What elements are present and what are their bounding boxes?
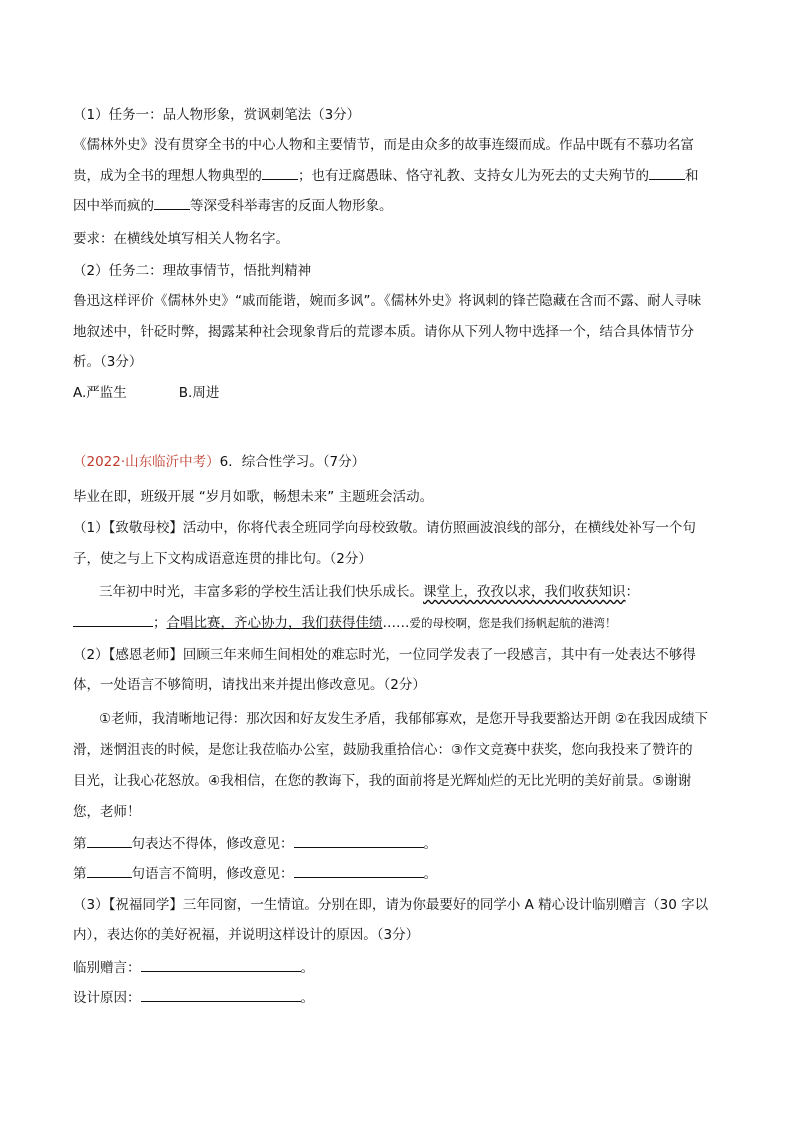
option-a: A.严监生 [73,385,127,401]
task1-title: （1）任务一：品人物形象，赏讽刺笔法（3分） [73,107,361,123]
task2-para-line3: 析。（3分） [73,354,143,370]
q3-message-line: 临别赠言： 。 [73,960,314,976]
task1-para-line3: 因中举而疯的 等深受科举毒害的反面人物形象。 [73,198,393,214]
answer-blank-sentence-number-b[interactable] [87,864,132,878]
q2-fill-line-b: 第 句语言不简明，修改意见： 。 [73,866,437,882]
q2-passage-line2: 滑，迷惘沮丧的时候，是您让我莅临办公室，鼓励我重拾信心：③作文竞赛中获奖，您向我投来了赞许的 [73,742,693,758]
question6-title: 6．综合性学习。（7分） [219,454,366,470]
answer-blank-revision-a[interactable] [294,834,424,848]
q2-line2: 体，一处语言不够简明，请找出来并提出修改意见。（2分） [73,677,426,693]
q2-passage-line4: 您，老师！ [73,804,141,820]
q3-line2: 内），表达你的美好祝福，并说明这样设计的原因。（3分） [73,927,420,943]
wavy-underlined-text: 课堂上，孜孜以求，我们收获知识 [423,584,626,600]
task2-para-line1: 鲁迅这样评价《儒林外史》“戚而能谐，婉而多讽”。《儒林外史》将讽刺的锋芒隐藏在含而不露、耐人寻味 [73,293,702,309]
answer-blank-design-reason[interactable] [141,988,301,1002]
q1-line2: 子，使之与上下文构成语意连贯的排比句。（2分） [73,551,372,567]
underlined-text: 合唱比赛，齐心协力，我们获得佳绩 [166,615,383,631]
task2-options [73,384,725,402]
question6-header [73,453,725,471]
answer-blank-revision-b[interactable] [294,864,424,878]
option-b: B.周进 [178,385,220,401]
task1-para-line1: 《儒林外史》没有贯穿全书的中心人物和主要情节，而是由众多的故事连缀而成。作品中既有不慕功名富 [73,137,694,153]
answer-blank-2[interactable] [649,166,685,180]
q1-passage-line1: 三年初中时光，丰富多彩的学校生活让我们快乐成长。课堂上，孜孜以求，我们收获知识： [99,584,639,600]
q3-line1: （3）【祝福同学】三年同窗，一生情谊。分别在即，请为你最要好的同学小 A 精心设计临别赠言（30 字以 [73,897,709,913]
question6-intro: 毕业在即，班级开展 “岁月如歌，畅想未来” 主题班会活动。 [73,489,434,505]
task2-title: （2）任务二：理故事情节，悟批判精神 [73,263,312,279]
task1-requirement: 要求：在横线处填写相关人物名字。 [73,231,289,247]
q1-passage-line2: ；合唱比赛，齐心协力，我们获得佳绩……爱的母校啊，您是我们扬帆起航的港湾！ [73,613,725,632]
q1-line1: （1）【致敬母校】活动中，你将代表全班同学向母校致敬。请仿照画波浪线的部分，在横线处补写一个句 [73,520,696,536]
q2-passage-line3: 目光，让我心花怒放。④我相信，在您的教诲下，我的面前将是光辉灿烂的无比光明的美好前景。⑤谢谢 [73,773,692,789]
q3-reason-line: 设计原因： 。 [73,990,314,1006]
q2-passage-line1: ①老师，我清晰地记得：那次因和好友发生矛盾，我郁郁寡欢，是您开导我要豁达开朗 ②在我因成绩下 [99,711,708,727]
answer-blank-sentence[interactable] [73,613,153,627]
answer-blank-sentence-number-a[interactable] [87,834,132,848]
task1-para-line2: 贵，成为全书的理想人物典型的 ；也有迂腐愚昧、恪守礼教、支持女儿为死去的丈夫殉节的 和 [73,168,699,184]
answer-blank-farewell-message[interactable] [141,958,301,972]
q2-fill-line-a: 第 句表达不得体，修改意见： 。 [73,836,437,852]
answer-blank-3[interactable] [154,196,190,210]
q2-line1: （2）【感恩老师】回顾三年来师生间相处的难忘时光，一位同学发表了一段感言，其中有一处表达不够得 [73,647,696,663]
task2-para-line2: 地叙述中，针砭时弊，揭露某种社会现象背后的荒谬本质。请你从下列人物中选择一个，结合具体情节分 [73,324,694,340]
source-tag: （2022·山东临沂中考） [73,454,220,470]
answer-blank-1[interactable] [262,166,298,180]
